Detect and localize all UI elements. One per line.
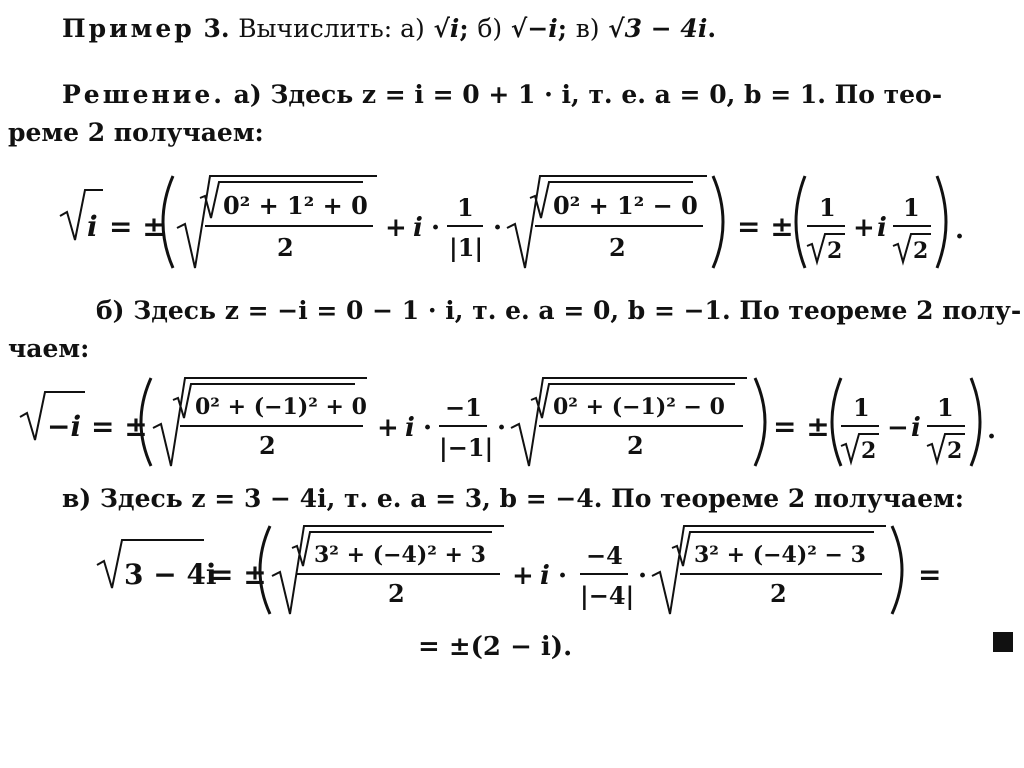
formula-b-op: −	[887, 413, 909, 443]
formula-b-res-den2: 2	[947, 438, 963, 464]
formula-a-den2: 2	[609, 233, 626, 262]
solution-line-c1	[62, 484, 964, 513]
formula-a-res-den: 2	[827, 238, 843, 264]
solution-a-text-cont: реме 2 получаем:	[8, 118, 264, 147]
formula-a-op: +	[853, 213, 875, 243]
formula-a-num2: 0² + 1² − 0	[553, 191, 698, 220]
task-intro: Вычислить: а)	[238, 14, 425, 43]
svg-text:i: i	[540, 561, 550, 591]
formula-b-num2: 0² + (−1)² − 0	[553, 394, 725, 420]
formula-b-lhs: −i	[47, 410, 82, 443]
formula-c-den2: 2	[770, 579, 787, 608]
formula-a-i2: i	[877, 213, 887, 243]
formula-b-res-num2: 1	[937, 393, 954, 422]
formula-c-pm: = ±	[210, 558, 267, 591]
formula-b-num1: 0² + (−1)² + 0	[195, 394, 367, 420]
formula-b-frac-num: −1	[445, 393, 482, 422]
svg-text:·: ·	[497, 413, 507, 443]
formula-b-den2: 2	[627, 431, 644, 460]
formula-a-i: i	[413, 213, 423, 243]
task-part-c: √3 − 4i	[608, 14, 708, 43]
solution-b-text-cont: чаем:	[8, 334, 90, 363]
solution-line-a2	[8, 118, 264, 147]
task-label-c: в)	[575, 14, 600, 43]
problem-statement: Пример 3. Вычислить: а) √i; б) √−i; в) √3 − 4i.	[62, 14, 717, 43]
problem-label: Пример	[62, 14, 195, 43]
formula-a-res-num2: 1	[903, 193, 920, 222]
formula-a-res-den2: 2	[913, 238, 929, 264]
svg-text:·: ·	[558, 561, 568, 591]
solution-line-b1	[96, 296, 1021, 325]
formula-a-num1: 0² + 1² + 0	[223, 191, 368, 220]
solution-line-b2	[8, 334, 89, 363]
formula-a-res-num: 1	[819, 193, 836, 222]
solution-b-text: б) Здесь z = −i = 0 − 1 · i, т. е. a = 0, b = −1. По теореме 2 полу-	[96, 296, 1022, 325]
end-of-proof-square	[993, 632, 1013, 652]
formula-a	[55, 168, 985, 278]
solution-line-a1	[62, 80, 942, 109]
formula-a-pm: = ±	[109, 210, 166, 243]
formula-c-frac-num: −4	[586, 541, 623, 570]
solution-c-result	[418, 632, 572, 662]
task-part-a: √i	[433, 14, 460, 43]
formula-c-lhs: 3 − 4i	[124, 558, 217, 591]
formula-c-tail: =	[918, 558, 942, 591]
formula-c-num2: 3² + (−4)² − 3	[694, 542, 866, 568]
formula-b	[15, 372, 1000, 472]
solution-c-text: в) Здесь z = 3 − 4i, т. е. a = 3, b = −4. По теореме 2 получаем:	[62, 484, 964, 513]
formula-b-res-den: 2	[861, 438, 877, 464]
formula-b-res-num: 1	[853, 393, 870, 422]
formula-b-i2: i	[911, 413, 921, 443]
formula-b-den1: 2	[259, 431, 276, 460]
problem-number: 3.	[203, 14, 230, 43]
solution-label: Решение.	[62, 80, 225, 109]
formula-a-den1: 2	[277, 233, 294, 262]
formula-b-pm: = ±	[91, 410, 148, 443]
svg-text:+: +	[377, 413, 399, 443]
formula-b-i: i	[405, 413, 415, 443]
svg-text:.: .	[987, 415, 997, 445]
formula-c-frac-den: |−4|	[580, 581, 635, 610]
svg-text:.: .	[955, 215, 965, 245]
formula-a-frac-num: 1	[457, 193, 474, 222]
svg-text:·: ·	[638, 561, 648, 591]
formula-c-den1: 2	[388, 579, 405, 608]
svg-text:·: ·	[493, 213, 503, 243]
svg-text:·: ·	[423, 413, 433, 443]
formula-c	[92, 520, 952, 620]
svg-text:+: +	[512, 561, 534, 591]
solution-a-text: а) Здесь z = i = 0 + 1 · i, т. е. a = 0, b = 1. По тео-	[233, 80, 943, 109]
formula-a-pm2: = ±	[737, 210, 794, 243]
formula-b-pm2: = ±	[773, 410, 830, 443]
task-label-b: б)	[477, 14, 503, 43]
solution-c-result-text: = ±(2 − i).	[418, 632, 573, 662]
formula-a-lhs: i	[87, 210, 98, 243]
formula-a-plus-i: +	[385, 213, 407, 243]
task-part-b: √−i	[510, 14, 558, 43]
formula-b-frac-den: |−1|	[439, 433, 494, 462]
svg-text:·: ·	[431, 213, 441, 243]
formula-a-frac-den: |1|	[449, 233, 484, 262]
formula-c-num1: 3² + (−4)² + 3	[314, 542, 486, 568]
